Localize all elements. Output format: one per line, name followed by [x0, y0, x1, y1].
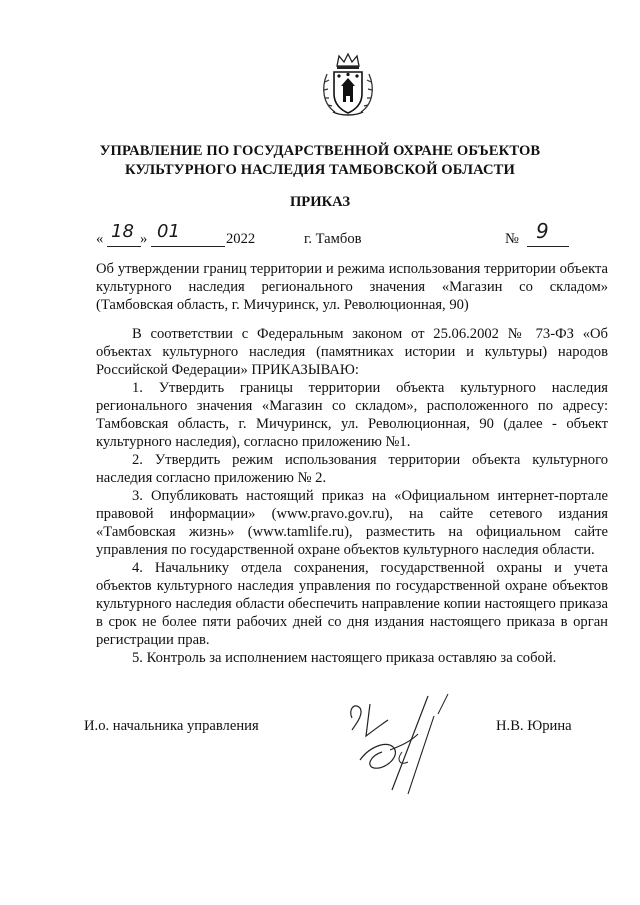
organization-title-line2: КУЛЬТУРНОГО НАСЛЕДИЯ ТАМБОВСКОЙ ОБЛАСТИ — [125, 162, 515, 178]
document-body — [96, 325, 608, 667]
date-year: 2022 — [226, 231, 256, 247]
handwritten-signature — [330, 690, 500, 800]
tambov-coat-of-arms-icon — [319, 52, 377, 118]
organization-title-line1: УПРАВЛЕНИЕ ПО ГОСУДАРСТВЕННОЙ ОХРАНЕ ОБЪЕКТОВ — [99, 143, 541, 159]
preamble: В соответствии с Федеральным законом от 25.06.2002 № 73-ФЗ «Об объектах культурного наследия (памятниках истории и культуры) народов Российской Федерации» ПРИКАЗЫВАЮ: — [96, 326, 608, 378]
order-item-3: 3. Опубликовать настоящий приказ на «Официальном интернет-портале правовой информации» (www.pravo.gov.ru), на сайте сетевого издания «Тамбовская жизнь» (www.tamlife.ru), разместить на официальном сайте управления по государственной охране объектов культурного наследия области. — [96, 488, 608, 558]
date-quote-open: « — [96, 231, 104, 247]
number-label: № — [505, 231, 519, 247]
signatory-position: И.о. начальника управления — [84, 718, 259, 734]
signatory-name: Н.В. Юрина — [496, 718, 572, 734]
order-item-2: 2. Утвердить режим использования территории объекта культурного наследия согласно приложению № 2. — [96, 452, 608, 486]
order-item-5: 5. Контроль за исполнением настоящего приказа оставляю за собой. — [132, 650, 557, 666]
date-day: 18 — [111, 221, 134, 242]
date-month: 01 — [157, 221, 180, 242]
document-type: ПРИКАЗ — [289, 194, 351, 210]
city: г. Тамбов — [304, 231, 362, 247]
document-number: 9 — [536, 219, 549, 243]
order-item-4: 4. Начальнику отдела сохранения, государственной охраны и учета объектов культурного наследия управления по государственной охране объектов культурного наследия области обеспечить направление копии настоящего приказа в срок не более пяти рабочих дней со дня издания настоящего приказа в орган регистрации прав. — [96, 560, 608, 648]
order-item-1: 1. Утвердить границы территории объекта культурного наследия регионального значения «Магазин со складом», расположенного по адресу: Тамбовская область, г. Мичуринск, ул. Революционная, 90 (далее - объект культурного наследия), согласно приложению №1. — [96, 380, 608, 450]
date-month-underline — [151, 246, 225, 247]
date-day-underline — [107, 246, 141, 247]
document-subject: Об утверждении границ территории и режима использования территории объекта культурного наследия регионального значения «Магазин со складом» (Тамбовская область, г. Мичуринск, ул. Революционная, 90) — [96, 261, 608, 313]
date-quote-close: » — [140, 231, 148, 247]
number-underline — [527, 246, 569, 247]
